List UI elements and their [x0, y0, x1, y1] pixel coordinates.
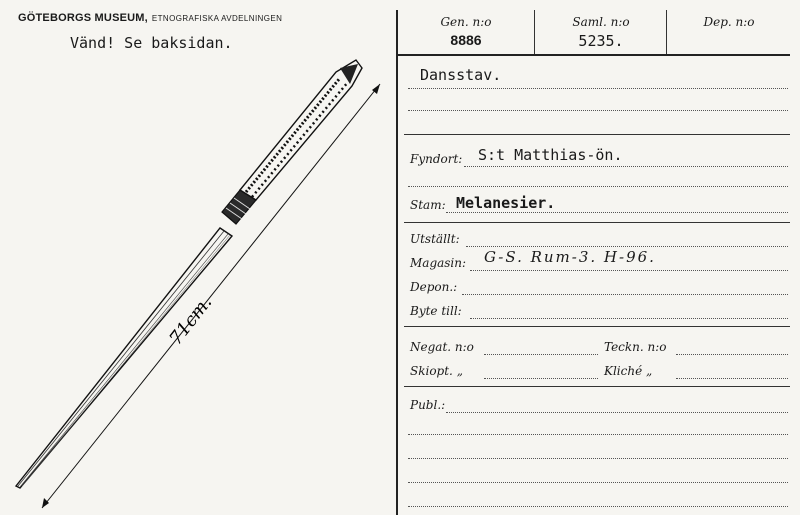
publ-dotline-2	[408, 434, 788, 435]
publ-label: Publ.:	[410, 398, 446, 412]
turn-over-note: Vänd! Se baksidan.	[70, 34, 233, 52]
publ-dotline-5	[408, 506, 788, 507]
number-row	[398, 10, 790, 56]
kliche-label: Kliché „	[604, 364, 653, 378]
publ-dotline-3	[408, 458, 788, 459]
stam-label: Stam:	[410, 198, 446, 212]
stam-dotline	[446, 212, 788, 213]
negat-label: Negat. n:o	[410, 340, 474, 354]
gen-number-cell	[398, 10, 534, 54]
object-name: Dansstav.	[420, 66, 502, 84]
teckn-label: Teckn. n:o	[604, 340, 667, 354]
negat-dotline	[484, 354, 598, 355]
staff-shaft	[16, 228, 232, 488]
card-divider	[396, 10, 398, 515]
saml-number-label: Saml. n:o	[572, 15, 630, 29]
byte-till-label: Byte till:	[410, 304, 462, 318]
saml-number-cell	[534, 10, 667, 54]
museum-name: GÖTEBORGS MUSEUM,	[18, 12, 148, 24]
dep-number-label: Dep. n:o	[703, 15, 755, 29]
magasin-value: G-S. Rum-3. H-96.	[484, 248, 656, 266]
length-label: 71cm.	[165, 292, 217, 350]
fyndort-label: Fyndort:	[410, 152, 463, 166]
museum-department: ETNOGRAFISKA AVDELNINGEN	[151, 14, 283, 23]
section-rule-4	[404, 386, 790, 387]
kliche-dotline	[676, 378, 788, 379]
section-rule-3	[404, 326, 790, 327]
dep-number-cell	[666, 10, 791, 54]
gen-number-label: Gen. n:o	[440, 15, 492, 29]
utstallt-dotline	[466, 246, 788, 247]
magasin-label: Magasin:	[410, 256, 467, 270]
fyndort-dotline-2	[408, 186, 788, 187]
utstallt-label: Utställt:	[410, 232, 460, 246]
skiopt-dotline	[484, 378, 598, 379]
section-rule-1	[404, 134, 790, 135]
depon-dotline	[462, 294, 788, 295]
teckn-dotline	[676, 354, 788, 355]
stam-value: Melanesier.	[456, 194, 556, 212]
saml-number-value: 5235.	[578, 32, 624, 50]
fyndort-value: S:t Matthias-ön.	[478, 146, 623, 164]
object-dotline-1	[408, 88, 788, 89]
magasin-dotline	[470, 270, 788, 271]
byte-till-dotline	[470, 318, 788, 319]
publ-dotline-4	[408, 482, 788, 483]
object-dotline-2	[408, 110, 788, 111]
length-measurement-arrow	[42, 84, 380, 508]
section-rule-2	[404, 222, 790, 223]
gen-number-value: 8886	[450, 32, 482, 48]
fyndort-dotline	[464, 166, 788, 167]
skiopt-label: Skiopt. „	[410, 364, 463, 378]
publ-dotline-1	[446, 412, 788, 413]
depon-label: Depon.:	[410, 280, 458, 294]
